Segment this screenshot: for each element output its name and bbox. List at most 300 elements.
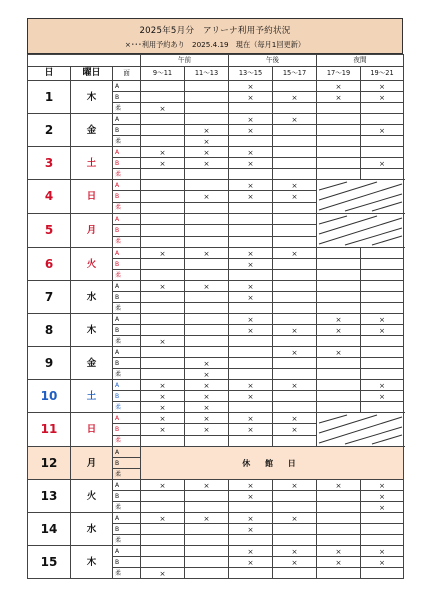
facility-label: A [113,314,141,325]
slot-cell: × [185,391,229,402]
col-slot: 17～19 [317,67,361,81]
slot-cell: × [185,480,229,491]
slot-cell: × [317,314,361,325]
slot-cell [185,114,229,125]
facility-label: A [113,81,141,92]
slot-cell [273,281,317,292]
facility-label: A [113,380,141,391]
slot-cell [273,314,317,325]
slot-cell: × [361,480,404,491]
day-of-week: 月 [71,447,113,480]
slot-cell [317,248,361,259]
slot-cell: × [229,147,273,158]
slot-cell [273,103,317,114]
slot-cell [185,491,229,502]
slot-cell [229,336,273,347]
slot-cell: × [185,369,229,380]
slot-cell: × [185,380,229,391]
slot-cell: × [229,524,273,535]
slot-cell: × [141,480,185,491]
slot-cell [141,292,185,303]
hatch-lines-icon [317,180,404,213]
slot-cell: × [361,502,404,513]
slot-cell [361,513,404,524]
unavailable-slot [317,180,404,214]
facility-label: B [113,358,141,369]
slot-cell [141,435,185,446]
slot-cell [185,325,229,336]
facility-label: 柔 [113,169,141,180]
day-of-week: 水 [71,513,113,546]
slot-cell [141,114,185,125]
slot-cell [229,435,273,446]
slot-cell: × [229,191,273,202]
period-afternoon: 午後 [229,55,317,67]
slot-cell: × [273,325,317,336]
slot-cell [185,202,229,213]
slot-cell [141,325,185,336]
slot-cell [317,491,361,502]
slot-cell: × [273,248,317,259]
facility-label: B [113,325,141,336]
slot-cell: × [141,158,185,169]
slot-cell: × [185,136,229,147]
facility-label: 柔 [113,435,141,446]
slot-cell [141,358,185,369]
day-number: 1 [28,81,71,114]
slot-cell [185,236,229,247]
slot-cell [141,125,185,136]
slot-cell: × [273,513,317,524]
slot-cell [141,546,185,557]
slot-cell: × [229,480,273,491]
slot-cell: × [141,248,185,259]
slot-cell [141,270,185,281]
slot-cell [273,535,317,546]
unavailable-slot [317,214,404,248]
slot-cell: × [273,480,317,491]
slot-cell: × [229,158,273,169]
facility-label: A [113,114,141,125]
day-number: 7 [28,281,71,314]
slot-cell [141,202,185,213]
day-row [28,147,404,158]
slot-cell [317,114,361,125]
slot-cell: × [141,391,185,402]
slot-cell: × [229,391,273,402]
slot-cell [317,502,361,513]
facility-label: A [113,147,141,158]
slot-cell: × [273,92,317,103]
day-number: 15 [28,546,71,579]
slot-cell [185,292,229,303]
period-header-row [28,55,404,67]
slot-cell [361,259,404,270]
day-of-week: 木 [71,546,113,579]
slot-cell [141,524,185,535]
slot-cell [141,81,185,92]
slot-cell: × [317,92,361,103]
slot-cell: × [185,191,229,202]
slot-cell [141,169,185,180]
slot-cell [317,259,361,270]
slot-cell: × [273,114,317,125]
sheet-header [27,18,403,54]
day-row [28,513,404,524]
slot-cell [361,270,404,281]
day-row [28,281,404,292]
slot-cell: × [185,513,229,524]
slot-cell: × [229,491,273,502]
slot-cell: × [141,380,185,391]
slot-cell [185,81,229,92]
facility-label: A [113,447,141,458]
slot-cell [229,369,273,380]
slot-cell [361,169,404,180]
slot-cell [141,225,185,236]
day-of-week: 金 [71,114,113,147]
slot-cell [229,303,273,314]
day-number: 8 [28,314,71,347]
slot-cell [141,214,185,225]
facility-label: 柔 [113,202,141,213]
slot-cell [273,391,317,402]
slot-cell [273,202,317,213]
slot-cell: × [229,325,273,336]
slot-cell [317,158,361,169]
slot-cell [361,136,404,147]
col-slot: 19～21 [361,67,404,81]
slot-cell [185,103,229,114]
day-row [28,480,404,491]
facility-label: B [113,524,141,535]
day-number: 5 [28,214,71,248]
slot-cell: × [361,491,404,502]
slot-cell [273,125,317,136]
slot-cell [361,114,404,125]
slot-cell [273,147,317,158]
slot-cell: × [229,81,273,92]
slot-cell [361,358,404,369]
slot-cell [317,513,361,524]
slot-cell [229,103,273,114]
slot-cell [273,524,317,535]
slot-cell [317,391,361,402]
slot-cell: × [273,413,317,424]
slot-cell [361,568,404,579]
slot-cell: × [361,81,404,92]
slot-cell: × [361,546,404,557]
slot-cell [317,524,361,535]
page-subtitle: ×･･･利用予約あり 2025.4.19 現在（毎月1回更新） [124,40,306,49]
slot-cell [273,214,317,225]
slot-cell: × [185,125,229,136]
facility-label: B [113,259,141,270]
hatch-lines-icon [317,413,404,446]
slot-cell: × [141,413,185,424]
slot-cell [361,281,404,292]
slot-cell [229,535,273,546]
slot-cell [273,292,317,303]
slot-cell [141,491,185,502]
slot-cell: × [185,402,229,413]
column-header-row [28,67,404,81]
slot-cell [317,369,361,380]
facility-label: B [113,225,141,236]
facility-label: 柔 [113,469,141,480]
slot-cell [273,568,317,579]
slot-cell [141,535,185,546]
slot-cell [361,303,404,314]
slot-cell: × [273,347,317,358]
slot-cell [317,169,361,180]
slot-cell: × [229,92,273,103]
slot-cell: × [185,158,229,169]
slot-cell [141,347,185,358]
slot-cell [141,136,185,147]
slot-cell [141,314,185,325]
slot-cell [229,270,273,281]
slot-cell: × [229,281,273,292]
facility-label: 柔 [113,136,141,147]
facility-label: B [113,292,141,303]
slot-cell [273,136,317,147]
slot-cell: × [317,325,361,336]
day-row [28,180,404,191]
slot-cell [141,502,185,513]
col-slot: 15～17 [273,67,317,81]
slot-cell [317,358,361,369]
slot-cell [317,125,361,136]
slot-cell: × [185,424,229,435]
unavailable-slot [317,413,404,447]
slot-cell [317,136,361,147]
slot-cell [317,147,361,158]
slot-cell [185,214,229,225]
slot-cell [141,557,185,568]
slot-cell [185,92,229,103]
facility-label: B [113,158,141,169]
slot-cell: × [273,380,317,391]
slot-cell [361,103,404,114]
facility-label: A [113,281,141,292]
slot-cell [185,303,229,314]
day-row [28,81,404,92]
slot-cell [185,535,229,546]
slot-cell: × [229,180,273,191]
slot-cell [317,281,361,292]
slot-cell [141,191,185,202]
slot-cell: × [229,513,273,524]
day-of-week: 日 [71,180,113,214]
slot-cell: × [273,191,317,202]
facility-label: 柔 [113,369,141,380]
slot-cell [361,347,404,358]
slot-cell: × [361,125,404,136]
slot-cell [185,225,229,236]
slot-cell [229,402,273,413]
slot-cell [273,270,317,281]
slot-cell [185,270,229,281]
slot-cell [317,380,361,391]
slot-cell [317,103,361,114]
slot-cell: × [141,568,185,579]
slot-cell [273,259,317,270]
slot-cell: × [317,546,361,557]
day-of-week: 土 [71,147,113,180]
slot-cell: × [361,391,404,402]
col-dow: 曜日 [71,67,113,81]
slot-cell: × [229,546,273,557]
slot-cell [317,270,361,281]
slot-cell [185,314,229,325]
slot-cell [185,259,229,270]
slot-cell [185,546,229,557]
day-number: 6 [28,248,71,281]
slot-cell [229,236,273,247]
slot-cell [317,303,361,314]
slot-cell: × [229,259,273,270]
day-number: 14 [28,513,71,546]
day-number: 11 [28,413,71,447]
slot-cell [141,303,185,314]
slot-cell: × [361,92,404,103]
facility-label: A [113,480,141,491]
day-number: 4 [28,180,71,214]
slot-cell: × [361,314,404,325]
slot-cell [361,336,404,347]
slot-cell: × [141,103,185,114]
slot-cell: × [229,248,273,259]
slot-cell [317,568,361,579]
closed-day-label: 休 館 日 [141,447,404,480]
slot-cell: × [185,413,229,424]
facility-label: A [113,180,141,191]
day-row [28,214,404,225]
slot-cell: × [317,347,361,358]
slot-cell: × [361,158,404,169]
slot-cell [361,535,404,546]
slot-cell: × [361,557,404,568]
facility-label: B [113,92,141,103]
slot-cell: × [141,281,185,292]
slot-cell [185,336,229,347]
slot-cell: × [185,147,229,158]
slot-cell [229,502,273,513]
slot-cell [185,435,229,446]
slot-cell [317,292,361,303]
col-facility: 面 [113,67,141,81]
slot-cell [229,358,273,369]
reservation-sheet [27,18,403,579]
slot-cell: × [141,424,185,435]
slot-cell: × [317,480,361,491]
facility-label: 柔 [113,535,141,546]
day-number: 3 [28,147,71,180]
slot-cell: × [185,358,229,369]
facility-label: 柔 [113,236,141,247]
slot-cell: × [229,413,273,424]
slot-cell [185,347,229,358]
reservation-table [27,54,404,579]
facility-label: A [113,214,141,225]
slot-cell [361,248,404,259]
facility-label: A [113,413,141,424]
day-number: 13 [28,480,71,513]
slot-cell [361,369,404,380]
slot-cell: × [229,314,273,325]
facility-label: 柔 [113,303,141,314]
slot-cell [185,557,229,568]
facility-label: A [113,546,141,557]
col-slot: 9～11 [141,67,185,81]
facility-label: 柔 [113,270,141,281]
slot-cell [273,369,317,380]
slot-cell: × [185,248,229,259]
slot-cell [141,92,185,103]
slot-cell: × [185,281,229,292]
slot-cell [273,81,317,92]
slot-cell: × [273,424,317,435]
facility-label: 柔 [113,502,141,513]
slot-cell: × [317,81,361,92]
slot-cell [273,169,317,180]
slot-cell [229,347,273,358]
facility-label: 柔 [113,568,141,579]
facility-label: 柔 [113,336,141,347]
slot-cell: × [141,147,185,158]
facility-label: 柔 [113,103,141,114]
col-slot: 13～15 [229,67,273,81]
day-of-week: 水 [71,281,113,314]
facility-label: B [113,191,141,202]
slot-cell [273,491,317,502]
slot-cell: × [229,292,273,303]
slot-cell [361,524,404,535]
slot-cell [273,225,317,236]
day-of-week: 日 [71,413,113,447]
slot-cell [361,292,404,303]
slot-cell [229,202,273,213]
slot-cell: × [141,513,185,524]
day-of-week: 土 [71,380,113,413]
slot-cell [185,502,229,513]
facility-label: B [113,557,141,568]
facility-label: A [113,248,141,259]
slot-cell [141,180,185,191]
col-day: 日 [28,67,71,81]
hatch-lines-icon [317,214,404,247]
col-slot: 11～13 [185,67,229,81]
slot-cell [317,336,361,347]
blank-corner [28,55,141,67]
facility-label: B [113,491,141,502]
page-title: 2025年5月分 アリーナ利用予約状況 [139,26,291,36]
day-row [28,314,404,325]
slot-cell [273,236,317,247]
day-of-week: 火 [71,480,113,513]
slot-cell [317,402,361,413]
slot-cell: × [273,557,317,568]
day-number: 10 [28,380,71,413]
day-of-week: 木 [71,314,113,347]
facility-label: A [113,513,141,524]
slot-cell [141,369,185,380]
reservation-body [28,81,404,579]
facility-label: B [113,424,141,435]
day-row [28,546,404,557]
slot-cell: × [317,557,361,568]
